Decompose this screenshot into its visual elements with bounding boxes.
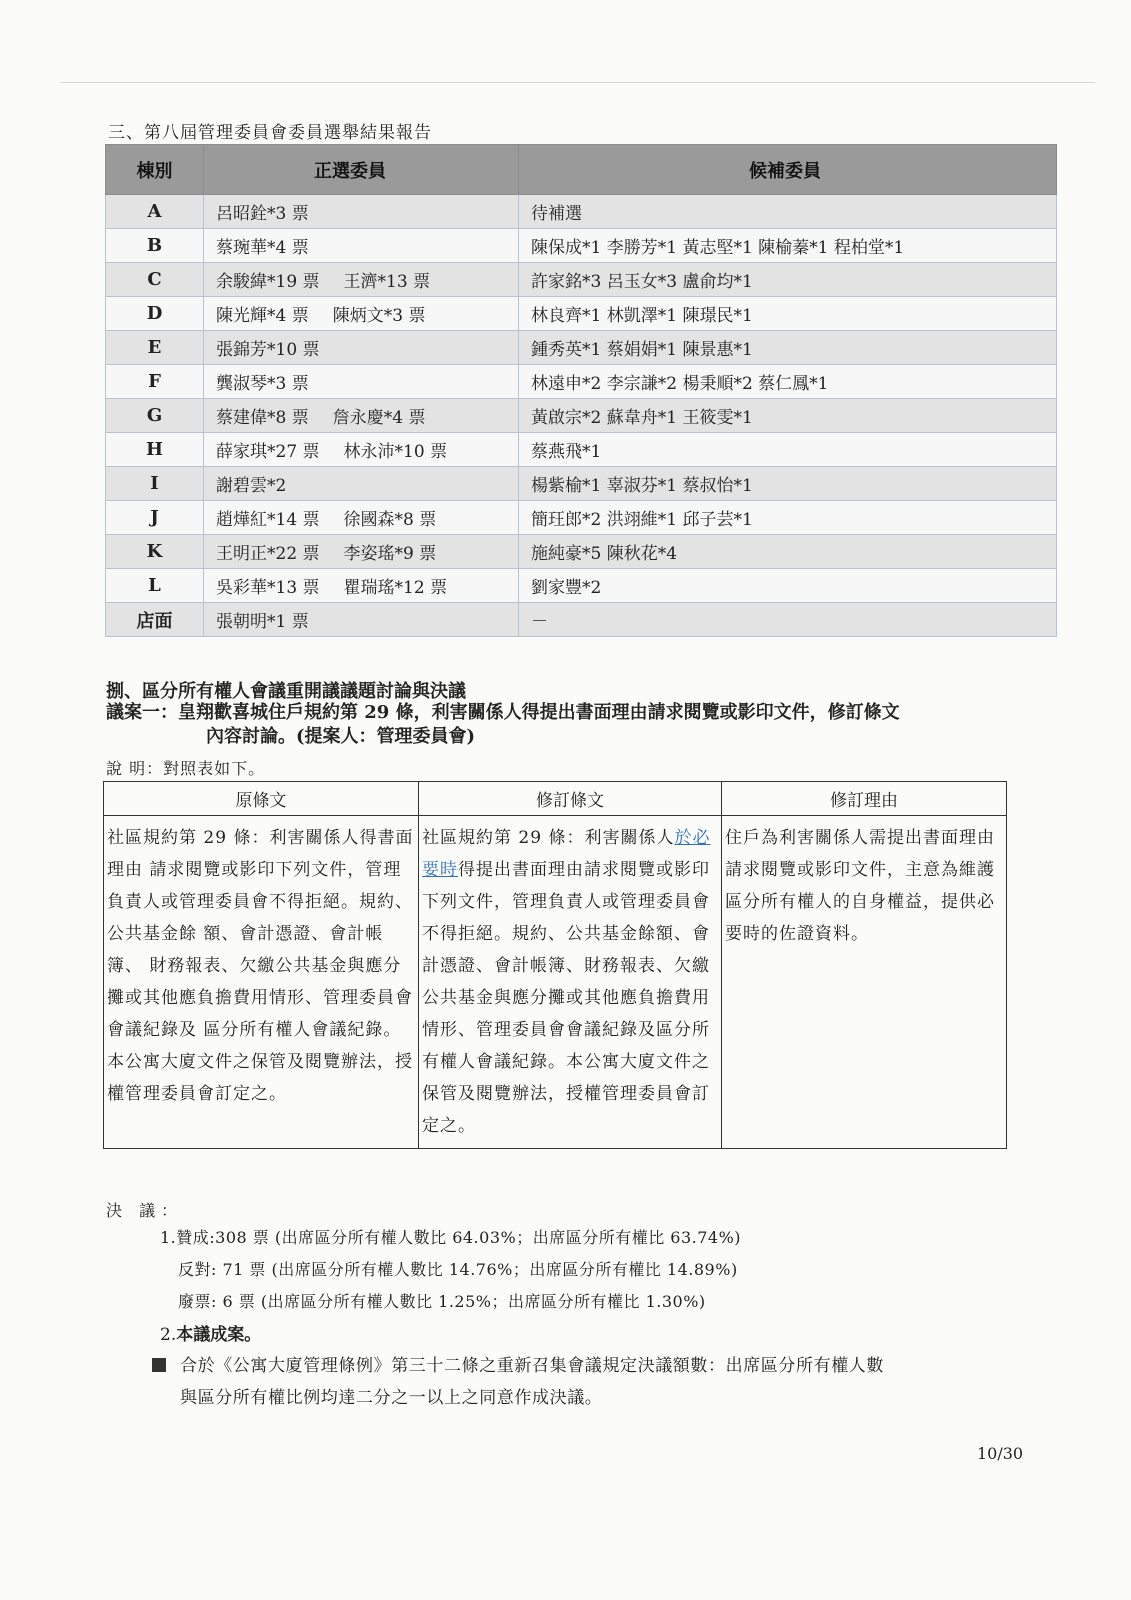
original-clause: 社區規約第 29 條：利害關係人得書面理由 請求閱覽或影印下列文件，管理負責人或管理委員會不得拒絕。規約、公共基金餘 額、會計憑證、會計帳簿、 財務報表、欠繳公共基金與應分攤或其他應負擔費用情形、管理委員會會議紀錄及 區分所有權人會議紀錄。本公寓大廈文件之保管及閱覽辦法，授權管理委員會訂定之。 bbox=[104, 816, 419, 1149]
main-members-cell bbox=[204, 365, 519, 399]
main-member: 蔡琬華*4 票 bbox=[216, 238, 309, 258]
motion-one-line2: 內容討論。(提案人：管理委員會) bbox=[206, 726, 476, 747]
table-row bbox=[106, 433, 1057, 467]
building-cell: I bbox=[106, 467, 204, 501]
vote-oppose: 反對: 71 票 (出席區分所有權人數比 14.76%；出席區分所有權比 14.89%) bbox=[178, 1260, 738, 1279]
main-member: 吳彩華*13 票 bbox=[216, 578, 320, 598]
alternates-cell: 劉家豐*2 bbox=[519, 569, 1057, 603]
main-member: 張朝明*1 票 bbox=[216, 612, 309, 632]
building-cell: J bbox=[106, 501, 204, 535]
election-results-table bbox=[105, 144, 1057, 637]
table-row bbox=[106, 603, 1057, 637]
main-member: 陳炳文*3 票 bbox=[332, 306, 426, 326]
main-members-cell bbox=[204, 433, 519, 467]
comparison-row bbox=[104, 816, 1007, 1149]
main-member: 瞿瑞瑤*12 票 bbox=[343, 578, 448, 598]
main-members-cell bbox=[204, 229, 519, 263]
main-members-cell bbox=[204, 195, 519, 229]
alternates-cell: 鍾秀英*1 蔡娟娟*1 陳景惠*1 bbox=[519, 331, 1057, 365]
passed-number: 2. bbox=[160, 1325, 177, 1345]
main-member: 余駿緯*19 票 bbox=[216, 272, 320, 292]
main-member: 王濟*13 票 bbox=[343, 272, 431, 292]
alternates-cell: 黃啟宗*2 蘇韋舟*1 王筱雯*1 bbox=[519, 399, 1057, 433]
building-cell: K bbox=[106, 535, 204, 569]
revised-text-a: 社區規約第 29 條：利害關係人 bbox=[422, 828, 675, 848]
note-line2: 與區分所有權比例均達二分之一以上之同意作成決議。 bbox=[180, 1388, 603, 1408]
revised-text-b: 得提出書面理由請求閱覽或影印下列文件，管理負責人或管理委員會不得拒絕。規約、公共基金餘額、會計憑證、會計帳簿、財務報表、欠繳公共基金與應分攤或其他應負擔費用情形、管理委員會會議紀錄及區分所有權人會議紀錄。本公寓大廈文件之保管及閱覽辦法，授權管理委員會訂定之。 bbox=[422, 860, 710, 1136]
election-header-row bbox=[106, 145, 1057, 195]
motion-one-heading bbox=[106, 701, 1066, 749]
alternates-cell: 陳保成*1 李勝芳*1 黃志堅*1 陳榆蓁*1 程柏堂*1 bbox=[519, 229, 1057, 263]
comparison-header-row bbox=[104, 782, 1007, 816]
building-cell: D bbox=[106, 297, 204, 331]
header-building: 棟別 bbox=[106, 145, 204, 195]
header-revised: 修訂條文 bbox=[419, 782, 722, 816]
main-member: 王明正*22 票 bbox=[216, 544, 320, 564]
main-member: 張錦芳*10 票 bbox=[216, 340, 320, 360]
table-row bbox=[106, 195, 1057, 229]
main-member: 林永沛*10 票 bbox=[343, 442, 448, 462]
revised-clause bbox=[419, 816, 722, 1149]
passed-text: 本議成案。 bbox=[176, 1325, 262, 1345]
alternates-cell: 施純豪*5 陳秋花*4 bbox=[519, 535, 1057, 569]
header-reason: 修訂理由 bbox=[722, 782, 1007, 816]
alternates-cell: 蔡燕飛*1 bbox=[519, 433, 1057, 467]
table-row bbox=[106, 399, 1057, 433]
comparison-table bbox=[103, 781, 1007, 1149]
main-members-cell bbox=[204, 263, 519, 297]
main-member: 徐國森*8 票 bbox=[343, 510, 437, 530]
table-row bbox=[106, 263, 1057, 297]
vote-approve: 1.贊成:308 票 (出席區分所有權人數比 64.03%；出席區分所有權比 63.74%) bbox=[160, 1228, 742, 1247]
alternates-cell: 林遠申*2 李宗謙*2 楊秉順*2 蔡仁鳳*1 bbox=[519, 365, 1057, 399]
main-members-cell bbox=[204, 467, 519, 501]
main-member: 詹永慶*4 票 bbox=[332, 408, 426, 428]
note-line1: 合於《公寓大廈管理條例》第三十二條之重新召集會議規定決議額數：出席區分所有權人數 bbox=[180, 1356, 884, 1376]
section3-title: 三、第八屆管理委員會委員選舉結果報告 bbox=[108, 123, 432, 143]
alternates-cell: 待補選 bbox=[519, 195, 1057, 229]
main-member: 蔡建偉*8 票 bbox=[216, 408, 309, 428]
vote-invalid: 廢票: 6 票 (出席區分所有權人數比 1.25%；出席區分所有權比 1.30%) bbox=[178, 1292, 706, 1311]
main-member: 龔淑琴*3 票 bbox=[216, 374, 309, 394]
main-member: 趙燁紅*14 票 bbox=[216, 510, 320, 530]
building-cell: C bbox=[106, 263, 204, 297]
alternates-cell: 楊紫榆*1 辜淑芬*1 蔡叔怡*1 bbox=[519, 467, 1057, 501]
main-member: 薛家琪*27 票 bbox=[216, 442, 320, 462]
main-member: 李姿瑤*9 票 bbox=[343, 544, 437, 564]
building-cell: H bbox=[106, 433, 204, 467]
square-bullet-icon bbox=[152, 1358, 166, 1372]
main-members-cell bbox=[204, 603, 519, 637]
building-cell: L bbox=[106, 569, 204, 603]
resolution-label: 決 議： bbox=[106, 1201, 184, 1220]
section8-title: 捌、區分所有權人會議重開議議題討論與決議 bbox=[106, 681, 466, 702]
top-rule bbox=[60, 82, 1095, 83]
main-members-cell bbox=[204, 535, 519, 569]
alternates-cell: 林良齊*1 林凱澤*1 陳璟民*1 bbox=[519, 297, 1057, 331]
building-cell: 店面 bbox=[106, 603, 204, 637]
page-number: 10/30 bbox=[977, 1444, 1024, 1463]
table-row bbox=[106, 365, 1057, 399]
table-row bbox=[106, 535, 1057, 569]
table-row bbox=[106, 569, 1057, 603]
legal-note bbox=[152, 1350, 1052, 1414]
table-row bbox=[106, 467, 1057, 501]
motion-passed bbox=[160, 1320, 261, 1345]
revision-reason: 住戶為利害關係人需提出書面理由請求閱覽或影印文件，主意為維護區分所有權人的自身權益，提供必要時的佐證資料。 bbox=[722, 816, 1007, 1149]
revised-highlight: 於必要時 bbox=[422, 828, 711, 880]
main-member: 呂昭銓*3 票 bbox=[216, 204, 309, 224]
building-cell: G bbox=[106, 399, 204, 433]
building-cell: B bbox=[106, 229, 204, 263]
building-cell: F bbox=[106, 365, 204, 399]
alternates-cell: 簡玨郎*2 洪翊維*1 邱子芸*1 bbox=[519, 501, 1057, 535]
main-member: 陳光輝*4 票 bbox=[216, 306, 309, 326]
motion-one-line1: 議案一：皇翔歡喜城住戶規約第 29 條，利害關係人得提出書面理由請求閱覽或影印文件，修訂條文 bbox=[106, 702, 900, 723]
alternates-cell: － bbox=[519, 603, 1057, 637]
main-members-cell bbox=[204, 501, 519, 535]
main-members-cell bbox=[204, 399, 519, 433]
building-cell: A bbox=[106, 195, 204, 229]
explanation-label: 說 明：對照表如下。 bbox=[106, 759, 266, 778]
table-row bbox=[106, 229, 1057, 263]
main-member: 謝碧雲*2 bbox=[216, 476, 287, 496]
alternates-cell: 許家銘*3 呂玉女*3 盧俞均*1 bbox=[519, 263, 1057, 297]
table-row bbox=[106, 501, 1057, 535]
header-alternate-members: 候補委員 bbox=[519, 145, 1057, 195]
main-members-cell bbox=[204, 331, 519, 365]
header-original: 原條文 bbox=[104, 782, 419, 816]
table-row bbox=[106, 331, 1057, 365]
main-members-cell bbox=[204, 569, 519, 603]
main-members-cell bbox=[204, 297, 519, 331]
building-cell: E bbox=[106, 331, 204, 365]
table-row bbox=[106, 297, 1057, 331]
header-main-members: 正選委員 bbox=[204, 145, 519, 195]
